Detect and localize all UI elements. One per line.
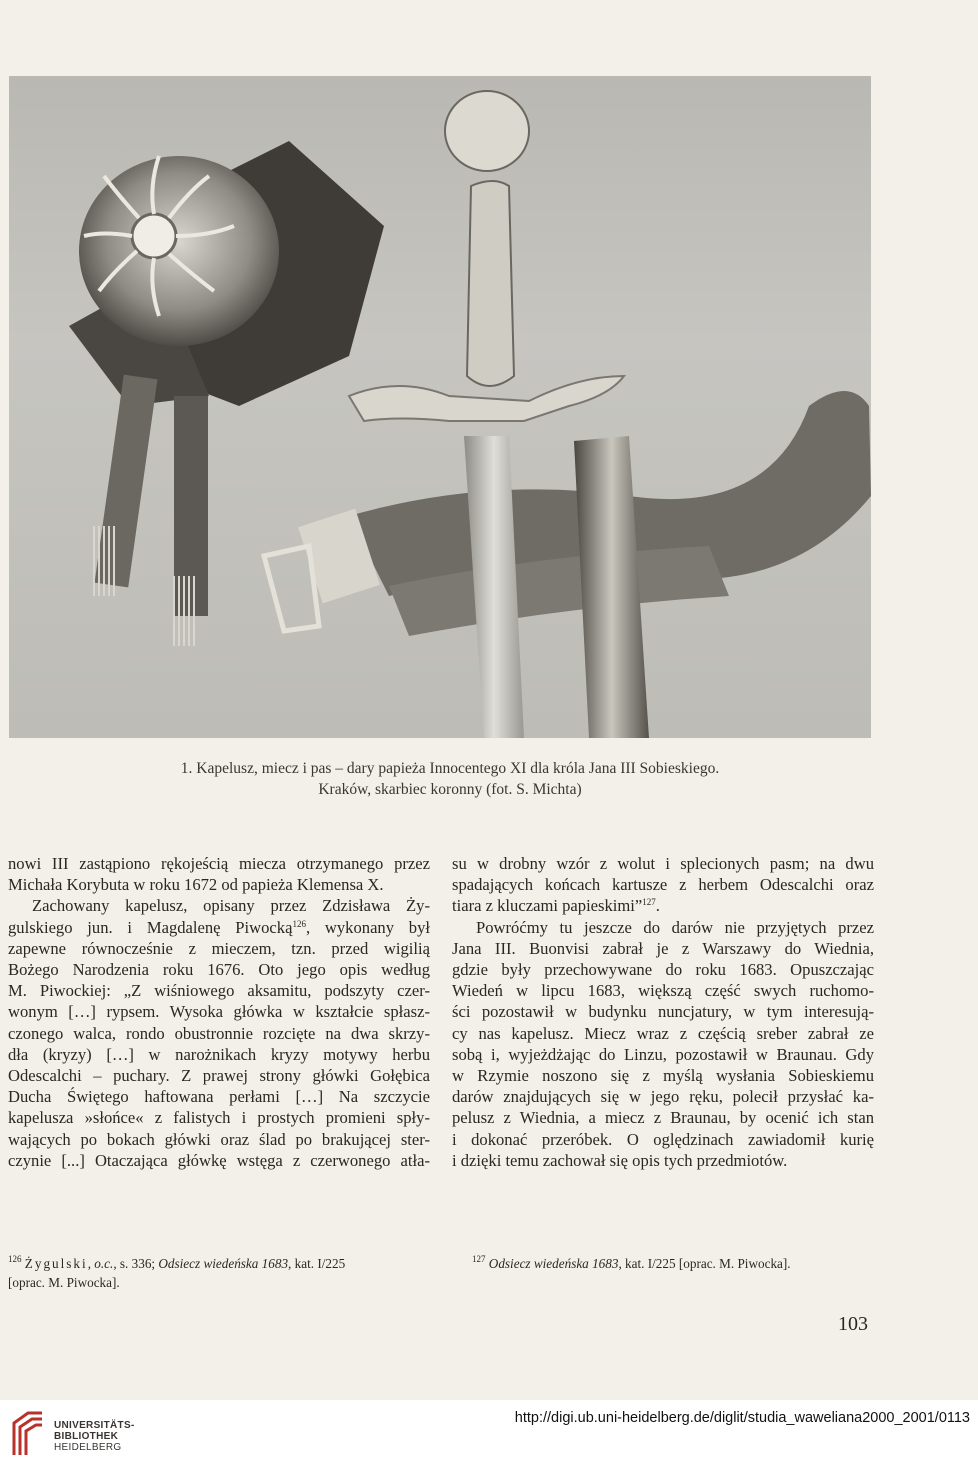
figure-caption-line2: Kraków, skarbiec koronny (fot. S. Michta) [318,781,582,798]
text-line: czonego walca, rondo obustronnie rozcięte na dwa skrzy- [8,1023,430,1043]
text-line: i dzięki temu zachował się opis tych przedmiotów. [452,1150,788,1170]
text-line: Jana III. Buonvisi zabrał je z Warszawy do Wiednia, [452,938,874,958]
text-line: M. Piwockiej: „Z wiśniowego aksamitu, podszyty czer- [8,981,430,1001]
text-line: i dokonać przeróbek. O oględzinach zawiadomił kurię [452,1129,874,1149]
footnote-ref-126[interactable]: 126 [292,918,306,929]
text-line: sobą i, wyjeżdżając do Linzu, pozostawił w Braunau. Gdy [452,1044,874,1064]
text-fragment: . [655,896,660,916]
text-line: ści pozostawił w budynku nuncjatury, w tym interesują- [452,1002,874,1022]
text-line: Odescalchi – puchary. Z prawej strony główki Gołębica [8,1066,430,1086]
text-line: Ducha Świętego haftowana perłami […] Na szczycie [8,1087,430,1107]
text-line: czynie [...] Otaczająca główkę wstęga z czerwonego atła- [8,1150,430,1170]
left-text-column [8,853,430,1171]
scabbard [574,436,649,738]
text-line: zapewne równocześnie z mieczem, tzn. przed wigilią [8,938,430,958]
text-line: Michała Korybuta w roku 1672 od papieża Klemensa X. [8,875,384,895]
text-fragment: tiara z kluczami papieskimi” [452,896,643,916]
sword-grip [467,181,514,386]
text-line: Wiedeń w lipcu 1683, większą część swych ruchomo- [452,981,874,1001]
footnote-author: Żygulski [24,1256,88,1271]
footnote-text: , kat. I/225 [288,1256,346,1271]
sword-pommel [445,91,529,171]
right-text-column [452,853,874,1171]
figure-caption-line1: 1. Kapelusz, miecz i pas – dary papieża Innocentego XI dla króla Jana III Sobieskiego. [180,760,720,777]
text-line: wających po bokach główki oraz ślad po brakującej ster- [8,1129,430,1149]
text-line: wonym […] rypsem. Wysoka główka w kształcie spłasz- [8,1002,430,1022]
belt-hook [264,546,319,631]
footnote-number: 126 [8,1254,22,1264]
hat-sun-center [132,214,176,258]
page-number: 103 [838,1313,868,1335]
text-line: kapelusza »słońce« z falistych i prostych promieni spły- [8,1108,430,1128]
footnote-text: , s. 336; [113,1256,156,1271]
footnote-ref-127[interactable]: 127 [642,897,656,908]
text-line: darów znajdujących się w jego ręku, polecił przysłać ka- [452,1087,874,1107]
footnote-126: $^{126}$ Żygulski, o.c., s. 336; Odsiecz wiedeńska 1683, kat. I/225 [oprac. M. Piwocka]. [8,1254,346,1290]
library-logo-icon [10,1409,44,1457]
text-line: nowi III zastąpiono rękojeścią miecza otrzymanego przez [8,854,430,873]
footnote-title: Odsiecz wiedeńska 1683 [488,1256,619,1271]
footnote-title: Odsiecz wiedeńska 1683 [158,1256,289,1271]
library-name [54,1420,135,1453]
library-line1: UNIVERSITÄTS- [54,1420,135,1431]
source-url-link[interactable]: http://digi.ub.uni-heidelberg.de/diglit/studia_waweliana2000_2001/0113 [514,1410,970,1426]
library-line2: BIBLIOTHEK [54,1431,119,1442]
text-line: Bożego Narodzenia roku 1676. Oto jego opis według [8,960,430,980]
footnote-text: [oprac. M. Piwocka]. [8,1275,120,1290]
text-line: su w drobny wzór z wolut i splecionych pasm; na dwu [452,854,874,873]
text-fragment: , wykonany był [305,917,431,937]
figure-photograph [9,76,871,738]
footnote-number: 127 [472,1254,486,1264]
text-line: pelusz z Wiednia, a miecz z Braunau, by ocenić ich stan [452,1108,874,1128]
footnote-127 [472,1254,892,1273]
text-line: Zachowany kapelusz, opisany przez Zdzisława Ży- [32,896,430,916]
footnote-oc: o.c. [94,1256,114,1271]
library-line3: HEIDELBERG [54,1442,122,1453]
text-line [452,895,874,916]
text-line: gdzie były przechowywane do roku 1683. Opuszczając [452,960,874,980]
footnote-text: , kat. I/225 [oprac. M. Piwocka]. [618,1256,791,1271]
text-line: cy nas kapelusz. Miecz wraz z częścią sreber zabrał ze [452,1023,874,1043]
photo-illustration [9,76,871,738]
text-line: dła (kryzy) […] w narożnikach kryzy motywy herbu [8,1044,430,1064]
text-line: Powróćmy tu jeszcze do darów nie przyjętych przez [476,917,874,937]
text-fragment: gulskiego jun. i Magdalenę Piwocką [8,917,293,937]
text-line: w Rzymie noszono się z myślą wysłania Sobieskiemu [452,1066,874,1086]
text-line [8,917,430,938]
text-line: spadających końcach kartusze z herbem Odescalchi oraz [452,875,874,895]
